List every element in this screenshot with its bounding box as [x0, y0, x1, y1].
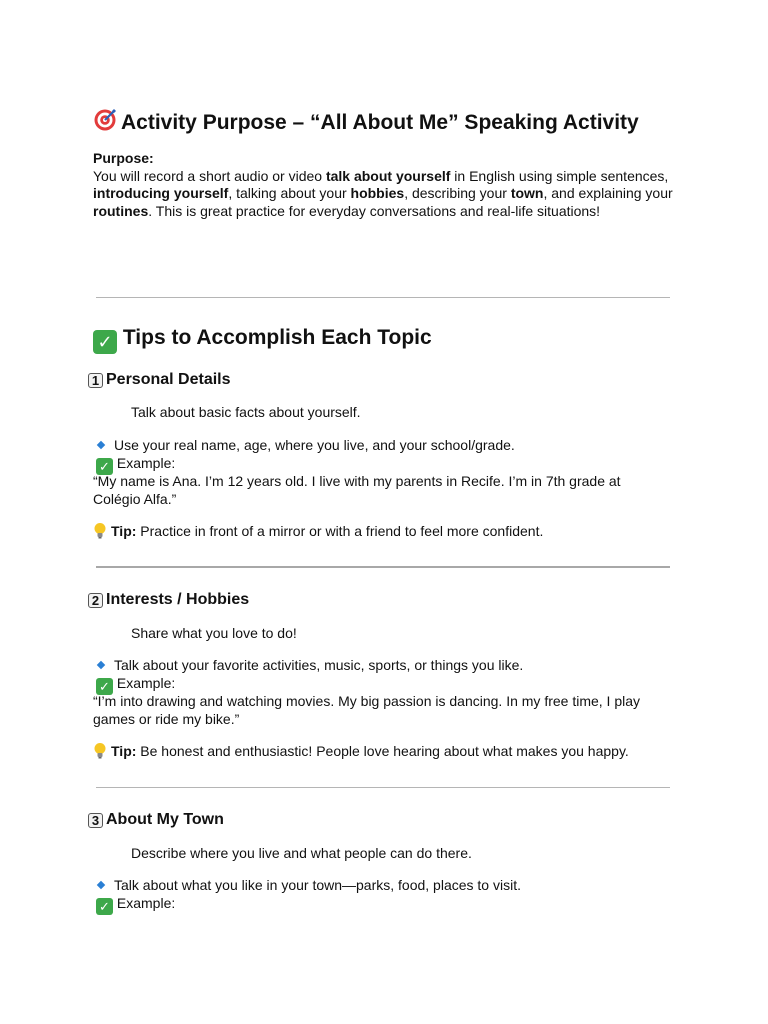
divider	[96, 297, 670, 298]
divider	[96, 787, 670, 788]
section-bullet	[93, 437, 515, 455]
example-quote: “My name is Ana. I’m 12 years old. I live with my parents in Recife. I’m in 7th grade at Colégio Alfa.”	[93, 473, 621, 507]
section-title: Personal Details	[106, 371, 231, 388]
page-title-row	[93, 108, 639, 139]
keycap-three-icon: 3	[88, 813, 103, 828]
section-intro: Share what you love to do!	[131, 625, 297, 641]
section-bullet	[93, 657, 523, 675]
section-intro: Describe where you live and what people can do there.	[131, 845, 472, 861]
example-label: Example:	[116, 455, 176, 471]
tips-heading: Tips to Accomplish Each Topic	[122, 326, 432, 349]
purpose-label: Purpose:	[93, 150, 154, 166]
keycap-two-icon: 2	[88, 593, 103, 608]
check-mark-icon: ✓	[96, 898, 113, 915]
tip-label: Tip:	[111, 743, 137, 759]
section-heading	[88, 590, 249, 610]
purpose-text	[93, 168, 673, 221]
example-label: Example:	[116, 675, 176, 691]
example-row	[96, 895, 175, 915]
tip-label: Tip:	[111, 523, 137, 539]
tip-row	[93, 522, 543, 544]
light-bulb-icon	[93, 742, 107, 764]
bullet-text: Talk about your favorite activities, music, sports, or things you like.	[114, 657, 524, 673]
section-title: Interests / Hobbies	[106, 591, 250, 608]
example-row	[96, 455, 175, 475]
blue-diamond-icon	[97, 441, 105, 449]
example-quote: “I’m into drawing and watching movies. My big passion is dancing. In my free time, I play games or ride my bike.”	[93, 693, 641, 727]
section-heading	[88, 810, 224, 830]
keycap-one-icon: 1	[88, 373, 103, 388]
check-mark-icon: ✓	[96, 678, 113, 695]
purpose-text-part: , talking about your	[228, 185, 351, 201]
target-icon	[93, 108, 117, 139]
example-label: Example:	[116, 895, 176, 911]
purpose-text-part: . This is great practice for everyday conversations and real-life situations!	[148, 202, 601, 219]
section-title: About My Town	[106, 811, 224, 828]
check-mark-icon: ✓	[96, 458, 113, 475]
tip-text: Be honest and enthusiastic! People love hearing about what makes you happy.	[136, 743, 629, 759]
purpose-text-part: , and explaining your	[543, 185, 673, 201]
blue-diamond-icon	[97, 661, 105, 669]
bullet-text: Talk about what you like in your town—parks, food, places to visit.	[114, 877, 521, 893]
purpose-text-part: , describing your	[404, 185, 511, 201]
check-mark-icon: ✓	[93, 330, 117, 354]
bullet-text: Use your real name, age, where you live, and your school/grade.	[114, 437, 515, 453]
purpose-text-part: in English using simple sentences,	[450, 167, 669, 184]
tip-text: Practice in front of a mirror or with a friend to feel more confident.	[136, 523, 544, 539]
purpose-bold-part: town	[510, 185, 544, 201]
purpose-bold-part: routines	[93, 202, 149, 219]
blue-diamond-icon	[97, 881, 105, 889]
purpose-bold-part: hobbies	[350, 185, 405, 201]
section-intro: Talk about basic facts about yourself.	[131, 404, 361, 420]
purpose-bold-part: talk about yourself	[325, 167, 451, 184]
purpose-block	[93, 150, 673, 220]
tip-row	[93, 742, 629, 764]
section-bullet	[93, 877, 521, 895]
purpose-bold-part: introducing yourself	[93, 185, 229, 201]
divider	[96, 566, 670, 568]
tips-heading-row	[93, 325, 432, 354]
example-row	[96, 675, 175, 695]
section-heading	[88, 370, 231, 390]
light-bulb-icon	[93, 522, 107, 544]
purpose-text-part: You will record a short audio or video	[93, 167, 326, 184]
page-title: Activity Purpose – “All About Me” Speaking Activity	[121, 111, 639, 134]
